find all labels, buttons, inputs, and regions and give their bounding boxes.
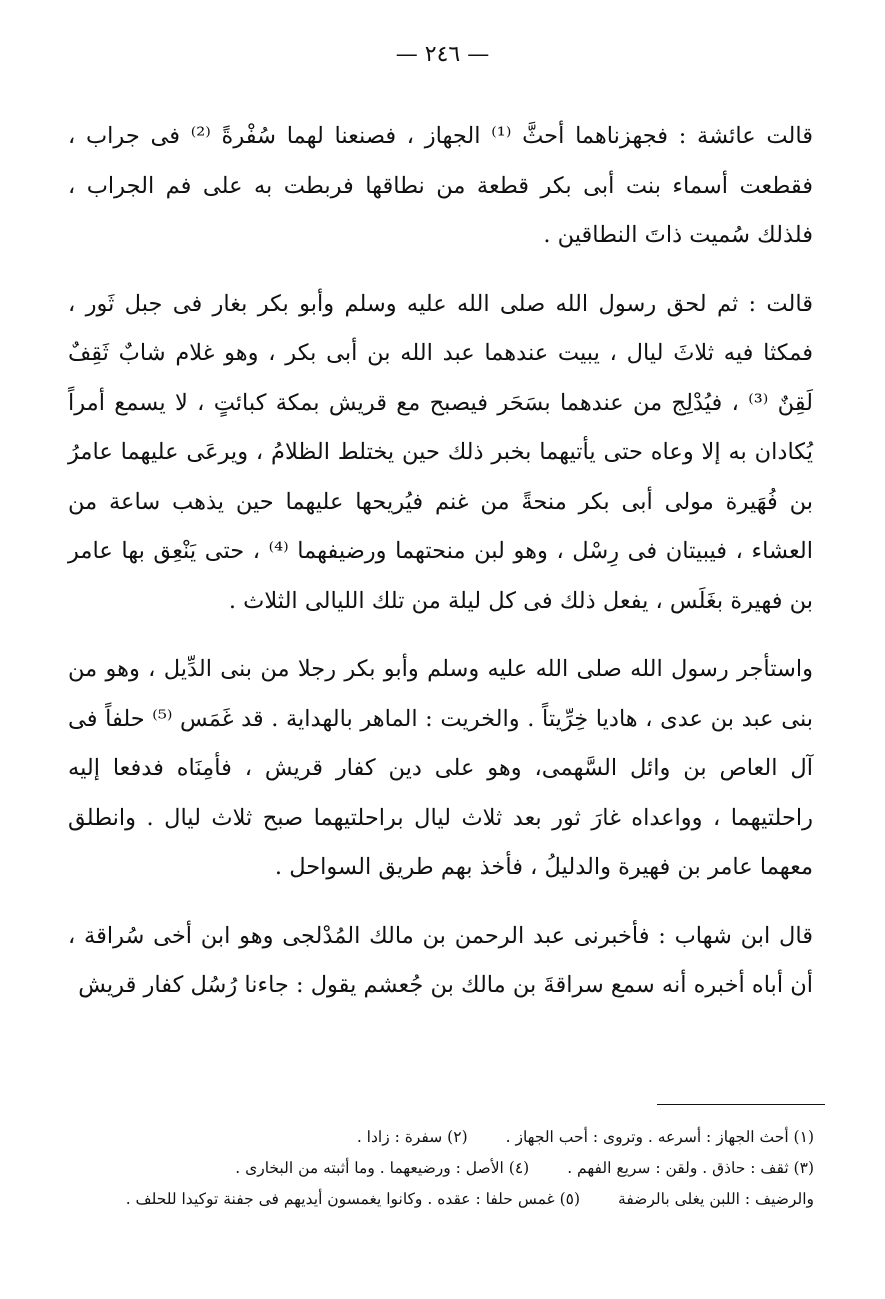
footnote-2: (٢) سفرة : زادا . <box>356 1128 468 1146</box>
footnotes <box>60 1122 814 1215</box>
footnote-1: (١) أحث الجهاز : أسرعه . وتروى : أحب الجهاز . <box>505 1128 814 1146</box>
footnote-5: (٥) غمس حلفا : عقده . وكانوا يغمسون أيديهم فى جفنة توكيدا للحلف . <box>125 1190 581 1208</box>
footnote-line-3 <box>60 1184 814 1215</box>
page-number: — ٢٤٦ — <box>395 42 490 67</box>
footnote-4-continued: والرضيف : اللبن يغلى بالرضفة <box>618 1190 814 1208</box>
footnote-line-2 <box>60 1153 814 1184</box>
footnote-line-1 <box>60 1122 814 1153</box>
footnote-separator <box>657 1104 825 1105</box>
paragraph-3: واستأجر رسول الله صلى الله عليه وسلم وأبو بكر رجلا من بنى الدِّيل ، وهو من بنى عبد بن عدى ، هاديا خِرِّيتاً . والخريت : الماهر بالهداية . قد غَمَس ⁽⁵⁾ حلفاً فى آل العاص بن وائل السَّهمى، وهو على دين كفار قريش ، فأمِنَاه فدفعا إليه راحلتيهما ، وواعداه غارَ ثور بعد ثلاث ليال براحلتيهما صبح ثلاث ليال . وانطلق معهما عامر بن فهيرة والدليلُ ، فأخذ بهم طريق السواحل . <box>68 656 813 880</box>
footnote-4: (٤) الأصل : ورضيعهما . وما أثبته من البخارى . <box>235 1159 530 1177</box>
main-text <box>68 112 813 1030</box>
paragraph-2: قالت : ثم لحق رسول الله صلى الله عليه وسلم وأبو بكر بغار فى جبل ثَور ، فمكثا فيه ثلاثَ ليال ، يبيت عندهما عبد الله بن أبى بكر ، وهو غلام شابٌ ثَقِفٌ لَقِنٌ ⁽³⁾ ، فيُدْلِج من عندهما بسَحَر فيصبح مع قريش بمكة كبائتٍ ، لا يسمع أمراً يُكادان به إلا وعاه حتى يأتيهما بخبر ذلك حين يختلط الظلامُ ، ويرعَى عليهما عامرُ بن فُهَيرة مولى أبى بكر منحةً من غنم فيُريحها عليهما حين يذهب ساعة من العشاء ، فيبيتان فى رِسْل ، وهو لبن منحتهما ورضيفهما ⁽⁴⁾ ، حتى يَنْعِق بها عامر بن فهيرة بغَلَس ، يفعل ذلك فى كل ليلة من تلك الليالى الثلاث . <box>68 290 813 614</box>
paragraph-1: قالت عائشة : فجهزناهما أحثَّ ⁽¹⁾ الجهاز ، فصنعنا لهما سُفْرةً ⁽²⁾ فى جراب ، فقطعت أسماء بنت أبى بكر قطعة من نطاقها فربطت به على فم الجراب ، فلذلك سُميت ذاتَ النطاقين . <box>68 123 813 248</box>
paragraph-4: قال ابن شهاب : فأخبرنى عبد الرحمن بن مالك المُدْلجى وهو ابن أخى سُراقة ، أن أباه أخبره أنه سمع سراقةَ بن مالك بن جُعشم يقول : جاءنا رُسُل كفار قريش <box>68 922 813 998</box>
footnote-3: (٣) ثقف : حاذق . ولقن : سريع الفهم . <box>567 1159 814 1177</box>
